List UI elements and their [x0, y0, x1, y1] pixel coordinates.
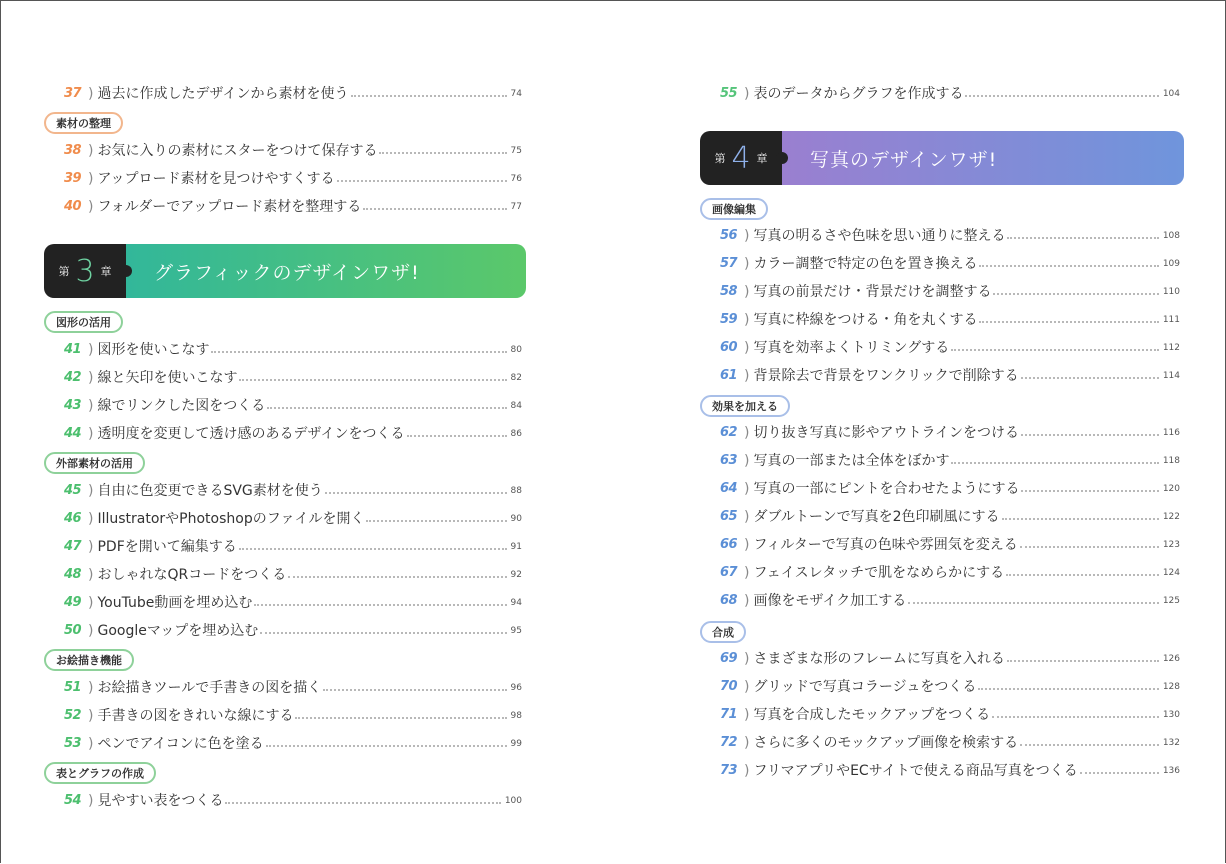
paren-icon: )	[88, 511, 94, 527]
entry-title: カラー調整で特定の色を置き換える	[753, 256, 978, 272]
entry-number: 44	[64, 426, 82, 441]
entry-number: 40	[64, 199, 82, 214]
paren-icon: )	[88, 680, 94, 696]
entry-number: 70	[720, 679, 738, 694]
paren-icon: )	[744, 312, 750, 328]
entry-title: さらに多くのモックアップ画像を検索する	[753, 735, 1019, 751]
toc-entry-38[interactable]	[64, 140, 522, 162]
leader-dots	[266, 745, 507, 747]
entry-title: 過去に作成したデザインから素材を使う	[97, 86, 349, 102]
chapter-tag	[700, 131, 782, 185]
toc-entry-52[interactable]	[64, 705, 522, 727]
entry-page: 124	[1162, 568, 1180, 578]
entry-number: 64	[720, 481, 738, 496]
toc-entry-65[interactable]	[720, 506, 1180, 528]
chapter-number: 3	[75, 253, 95, 289]
entry-number: 43	[64, 398, 82, 413]
toc-entry-54[interactable]	[64, 790, 522, 812]
toc-entry-69[interactable]	[720, 648, 1180, 670]
entry-number: 41	[64, 342, 82, 357]
chapter-tag	[44, 244, 126, 298]
toc-entry-37[interactable]	[64, 83, 522, 105]
paren-icon: )	[88, 736, 94, 752]
entry-title: 写真の一部にピントを合わせたようにする	[753, 481, 1020, 497]
entry-page: 112	[1162, 343, 1180, 353]
toc-entry-40[interactable]	[64, 196, 522, 218]
chapter-title: グラフィックのデザインワザ!	[126, 244, 526, 298]
chapter-suffix: 章	[100, 265, 112, 278]
entry-number: 52	[64, 708, 82, 723]
toc-entry-46[interactable]	[64, 508, 522, 530]
paren-icon: )	[744, 453, 750, 469]
leader-dots	[979, 321, 1158, 323]
leader-dots	[267, 407, 506, 409]
entry-page: 77	[510, 202, 522, 212]
entry-page: 108	[1162, 231, 1180, 241]
chapter-3-header	[44, 244, 526, 298]
entry-page: 120	[1162, 484, 1180, 494]
toc-entry-53[interactable]	[64, 733, 522, 755]
toc-entry-67[interactable]	[720, 562, 1180, 584]
entry-page: 74	[510, 89, 522, 99]
entry-title: 写真に枠線をつける・角を丸くする	[753, 312, 978, 328]
entry-page: 130	[1162, 710, 1180, 720]
leader-dots	[1002, 518, 1159, 520]
entry-number: 48	[64, 567, 82, 582]
entry-title: グリッドで写真コラージュをつくる	[753, 679, 977, 695]
entry-title: ダブルトーンで写真を2色印刷風にする	[753, 509, 1000, 525]
entry-title: 手書きの図をきれいな線にする	[97, 708, 294, 724]
paren-icon: )	[88, 539, 94, 555]
entry-title: Googleマップを埋め込む	[97, 623, 259, 639]
leader-dots	[254, 604, 506, 606]
paren-icon: )	[744, 593, 750, 609]
entry-page: 122	[1162, 512, 1180, 522]
toc-entry-44[interactable]	[64, 423, 522, 445]
chapter-4-header	[700, 131, 1184, 185]
paren-icon: )	[744, 481, 750, 497]
entry-title: YouTube動画を埋め込む	[97, 595, 253, 611]
entry-number: 67	[720, 565, 738, 580]
entry-number: 71	[720, 707, 738, 722]
paren-icon: )	[744, 425, 750, 441]
entry-page: 116	[1162, 428, 1180, 438]
leader-dots	[379, 152, 506, 154]
leader-dots	[1007, 660, 1159, 662]
chapter-title: 写真のデザインワザ!	[782, 131, 1184, 185]
section-label-external: 外部素材の活用	[44, 452, 145, 474]
chapter-number: 4	[731, 140, 751, 176]
entry-title: 写真を合成したモックアップをつくる	[753, 707, 991, 723]
entry-page: 76	[510, 174, 522, 184]
entry-title: 線と矢印を使いこなす	[97, 370, 238, 386]
leader-dots	[908, 602, 1159, 604]
entry-page: 95	[510, 626, 522, 636]
paren-icon: )	[744, 651, 750, 667]
entry-title: お気に入りの素材にスターをつけて保存する	[97, 143, 378, 159]
paren-icon: )	[88, 370, 94, 386]
leader-dots	[1006, 574, 1159, 576]
paren-icon: )	[88, 398, 94, 414]
paren-icon: )	[744, 735, 750, 751]
toc-entry-51[interactable]	[64, 677, 522, 699]
paren-icon: )	[88, 199, 94, 215]
section-label-effects: 効果を加える	[700, 395, 790, 417]
entry-number: 72	[720, 735, 738, 750]
entry-page: 118	[1162, 456, 1180, 466]
entry-number: 62	[720, 425, 738, 440]
entry-title: おしゃれなQRコードをつくる	[97, 567, 287, 583]
entry-title: 透明度を変更して透け感のあるデザインをつくる	[97, 426, 405, 442]
leader-dots	[407, 435, 507, 437]
paren-icon: )	[88, 342, 94, 358]
entry-number: 68	[720, 593, 738, 608]
entry-title: 背景除去で背景をワンクリックで削除する	[753, 368, 1019, 384]
entry-page: 80	[510, 345, 522, 355]
paren-icon: )	[744, 509, 750, 525]
entry-title: ペンでアイコンに色を塗る	[97, 736, 264, 752]
entry-number: 53	[64, 736, 82, 751]
leader-dots	[225, 802, 500, 804]
entry-title: 画像をモザイク加工する	[753, 593, 907, 609]
chapter-suffix: 章	[756, 152, 768, 165]
leader-dots	[325, 492, 507, 494]
entry-number: 51	[64, 680, 82, 695]
entry-page: 84	[510, 401, 522, 411]
entry-page: 75	[510, 146, 522, 156]
toc-entry-64[interactable]	[720, 478, 1180, 500]
leader-dots	[260, 632, 506, 634]
leader-dots	[1007, 237, 1158, 239]
section-label-shapes: 図形の活用	[44, 311, 123, 333]
paren-icon: )	[744, 679, 750, 695]
entry-title: IllustratorやPhotoshopのファイルを開く	[97, 511, 365, 527]
paren-icon: )	[88, 143, 94, 159]
paren-icon: )	[88, 595, 94, 611]
entry-title: フォルダーでアップロード素材を整理する	[97, 199, 362, 215]
toc-entry-61[interactable]	[720, 365, 1180, 387]
entry-title: 線でリンクした図をつくる	[97, 398, 266, 414]
entry-page: 99	[510, 739, 522, 749]
leader-dots	[239, 379, 506, 381]
section-label-composite: 合成	[700, 621, 746, 643]
paren-icon: )	[88, 483, 94, 499]
entry-title: PDFを開いて編集する	[97, 539, 237, 555]
toc-entry-42[interactable]	[64, 367, 522, 389]
entry-page: 98	[510, 711, 522, 721]
entry-number: 55	[720, 86, 738, 101]
leader-dots	[1021, 434, 1159, 436]
leader-dots	[978, 688, 1158, 690]
leader-dots	[363, 208, 506, 210]
entry-number: 66	[720, 537, 738, 552]
entry-title: お絵描きツールで手書きの図を描く	[97, 680, 322, 696]
toc-entry-72[interactable]	[720, 732, 1180, 754]
toc-entry-70[interactable]	[720, 676, 1180, 698]
entry-title: 表のデータからグラフを作成する	[753, 86, 964, 102]
entry-number: 38	[64, 143, 82, 158]
entry-page: 111	[1162, 315, 1180, 325]
leader-dots	[288, 576, 506, 578]
toc-entry-41[interactable]	[64, 339, 522, 361]
section-label-material: 素材の整理	[44, 112, 123, 134]
toc-entry-43[interactable]	[64, 395, 522, 417]
entry-number: 45	[64, 483, 82, 498]
entry-title: 見やすい表をつくる	[97, 793, 224, 809]
entry-page: 123	[1162, 540, 1180, 550]
entry-number: 73	[720, 763, 738, 778]
leader-dots	[951, 462, 1158, 464]
toc-entry-48[interactable]	[64, 564, 522, 586]
paren-icon: )	[88, 567, 94, 583]
entry-title: アップロード素材を見つけやすくする	[97, 171, 335, 187]
entry-page: 91	[510, 542, 522, 552]
entry-number: 56	[720, 228, 738, 243]
entry-number: 37	[64, 86, 82, 101]
leader-dots	[351, 95, 507, 97]
entry-number: 69	[720, 651, 738, 666]
paren-icon: )	[88, 171, 94, 187]
chapter-prefix: 第	[58, 265, 70, 278]
toc-entry-63[interactable]	[720, 450, 1180, 472]
paren-icon: )	[744, 256, 750, 272]
toc-entry-49[interactable]	[64, 592, 522, 614]
entry-number: 50	[64, 623, 82, 638]
leader-dots	[323, 689, 506, 691]
toc-entry-47[interactable]	[64, 536, 522, 558]
leader-dots	[1080, 772, 1159, 774]
entry-title: 自由に色変更できるSVG素材を使う	[97, 483, 323, 499]
toc-entry-66[interactable]	[720, 534, 1180, 556]
paren-icon: )	[744, 537, 750, 553]
entry-title: 写真を効率よくトリミングする	[753, 340, 950, 356]
paren-icon: )	[88, 623, 94, 639]
leader-dots	[366, 520, 506, 522]
toc-entry-45[interactable]	[64, 480, 522, 502]
paren-icon: )	[744, 565, 750, 581]
paren-icon: )	[88, 426, 94, 442]
entry-number: 39	[64, 171, 82, 186]
entry-page: 82	[510, 373, 522, 383]
entry-page: 104	[1162, 89, 1180, 99]
leader-dots	[951, 349, 1159, 351]
leader-dots	[993, 293, 1158, 295]
entry-title: 図形を使いこなす	[97, 342, 210, 358]
paren-icon: )	[88, 86, 94, 102]
leader-dots	[965, 95, 1158, 97]
paren-icon: )	[744, 86, 750, 102]
entry-page: 86	[510, 429, 522, 439]
paren-icon: )	[88, 708, 94, 724]
chapter-prefix: 第	[714, 152, 726, 165]
paren-icon: )	[88, 793, 94, 809]
entry-page: 96	[510, 683, 522, 693]
leader-dots	[1021, 377, 1159, 379]
toc-entry-57[interactable]	[720, 253, 1180, 275]
entry-page: 92	[510, 570, 522, 580]
entry-page: 100	[504, 796, 522, 806]
toc-entry-62[interactable]	[720, 422, 1180, 444]
entry-page: 136	[1162, 766, 1180, 776]
paren-icon: )	[744, 707, 750, 723]
leader-dots	[295, 717, 506, 719]
entry-title: 写真の一部または全体をぼかす	[753, 453, 950, 469]
entry-page: 109	[1162, 259, 1180, 269]
leader-dots	[979, 265, 1158, 267]
entry-title: フェイスレタッチで肌をなめらかにする	[753, 565, 1005, 581]
entry-page: 110	[1162, 287, 1180, 297]
toc-entry-50[interactable]	[64, 620, 522, 642]
paren-icon: )	[744, 340, 750, 356]
entry-page: 125	[1162, 596, 1180, 606]
entry-number: 65	[720, 509, 738, 524]
entry-page: 94	[510, 598, 522, 608]
entry-number: 42	[64, 370, 82, 385]
paren-icon: )	[744, 284, 750, 300]
leader-dots	[1021, 490, 1158, 492]
entry-number: 46	[64, 511, 82, 526]
entry-page: 88	[510, 486, 522, 496]
leader-dots	[1020, 744, 1159, 746]
section-label-drawing: お絵描き機能	[44, 649, 134, 671]
toc-entry-39[interactable]	[64, 168, 522, 190]
entry-page: 90	[510, 514, 522, 524]
entry-number: 54	[64, 793, 82, 808]
toc-entry-68[interactable]	[720, 590, 1180, 612]
entry-title: フリマアプリやECサイトで使える商品写真をつくる	[753, 763, 1078, 779]
entry-page: 114	[1162, 371, 1180, 381]
toc-entry-60[interactable]	[720, 337, 1180, 359]
entry-number: 63	[720, 453, 738, 468]
paren-icon: )	[744, 763, 750, 779]
toc-entry-58[interactable]	[720, 281, 1180, 303]
section-label-tables: 表とグラフの作成	[44, 762, 156, 784]
leader-dots	[992, 716, 1159, 718]
leader-dots	[211, 351, 506, 353]
entry-number: 47	[64, 539, 82, 554]
entry-number: 58	[720, 284, 738, 299]
entry-page: 126	[1162, 654, 1180, 664]
entry-number: 49	[64, 595, 82, 610]
entry-number: 60	[720, 340, 738, 355]
paren-icon: )	[744, 228, 750, 244]
entry-number: 61	[720, 368, 738, 383]
leader-dots	[337, 180, 507, 182]
entry-title: 写真の前景だけ・背景だけを調整する	[753, 284, 992, 300]
entry-number: 57	[720, 256, 738, 271]
entry-title: さまざまな形のフレームに写真を入れる	[753, 651, 1005, 667]
entry-title: フィルターで写真の色味や雰囲気を変える	[753, 537, 1018, 553]
entry-number: 59	[720, 312, 738, 327]
leader-dots	[239, 548, 507, 550]
entry-page: 132	[1162, 738, 1180, 748]
section-label-image-edit: 画像編集	[700, 198, 768, 220]
leader-dots	[1020, 546, 1159, 548]
toc-entry-55[interactable]	[720, 83, 1180, 105]
toc-entry-71[interactable]	[720, 704, 1180, 726]
entry-title: 切り抜き写真に影やアウトラインをつける	[753, 425, 1020, 441]
toc-entry-56[interactable]	[720, 225, 1180, 247]
toc-entry-59[interactable]	[720, 309, 1180, 331]
entry-page: 128	[1162, 682, 1180, 692]
toc-entry-73[interactable]	[720, 760, 1180, 782]
paren-icon: )	[744, 368, 750, 384]
entry-title: 写真の明るさや色味を思い通りに整える	[753, 228, 1006, 244]
